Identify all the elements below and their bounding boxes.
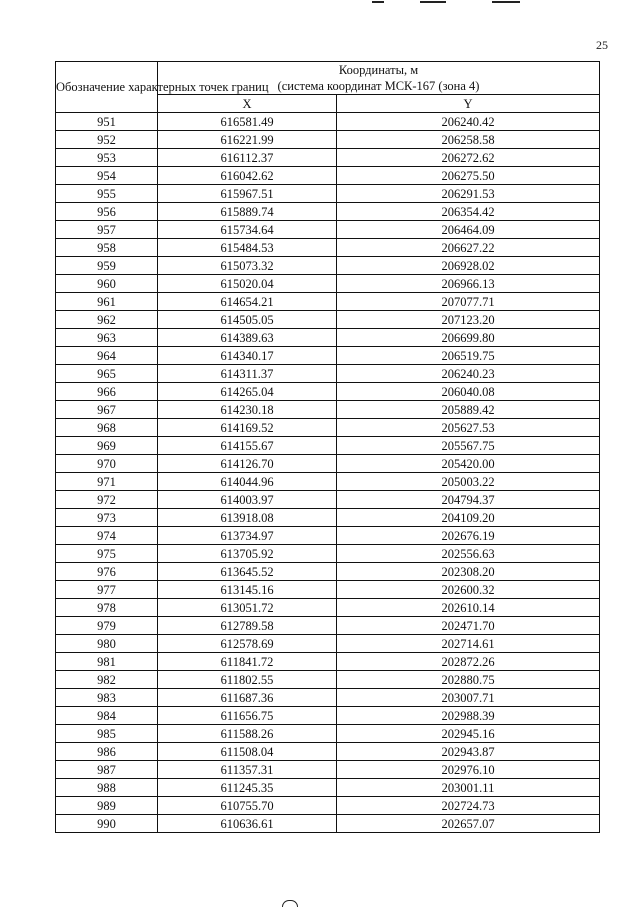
y-cell: 202556.63 bbox=[337, 545, 600, 563]
x-cell: 613734.97 bbox=[158, 527, 337, 545]
table-row bbox=[56, 779, 600, 797]
x-cell: 616112.37 bbox=[158, 149, 337, 167]
point-cell: 958 bbox=[56, 239, 158, 257]
table-row bbox=[56, 167, 600, 185]
point-cell: 961 bbox=[56, 293, 158, 311]
x-cell: 612789.58 bbox=[158, 617, 337, 635]
y-cell: 202724.73 bbox=[337, 797, 600, 815]
table-row bbox=[56, 329, 600, 347]
x-cell: 614265.04 bbox=[158, 383, 337, 401]
table-row bbox=[56, 509, 600, 527]
y-cell: 202714.61 bbox=[337, 635, 600, 653]
x-cell: 610755.70 bbox=[158, 797, 337, 815]
table-row bbox=[56, 527, 600, 545]
y-cell: 205420.00 bbox=[337, 455, 600, 473]
table-row bbox=[56, 599, 600, 617]
y-cell: 202600.32 bbox=[337, 581, 600, 599]
point-cell: 985 bbox=[56, 725, 158, 743]
point-cell: 978 bbox=[56, 599, 158, 617]
point-cell: 972 bbox=[56, 491, 158, 509]
point-cell: 969 bbox=[56, 437, 158, 455]
x-cell: 611588.26 bbox=[158, 725, 337, 743]
y-cell: 206291.53 bbox=[337, 185, 600, 203]
point-cell: 979 bbox=[56, 617, 158, 635]
x-cell: 615889.74 bbox=[158, 203, 337, 221]
point-cell: 974 bbox=[56, 527, 158, 545]
point-cell: 989 bbox=[56, 797, 158, 815]
x-cell: 613918.08 bbox=[158, 509, 337, 527]
table-row bbox=[56, 707, 600, 725]
x-cell: 613145.16 bbox=[158, 581, 337, 599]
y-cell: 205627.53 bbox=[337, 419, 600, 437]
table-row bbox=[56, 725, 600, 743]
table-row bbox=[56, 203, 600, 221]
table-row bbox=[56, 311, 600, 329]
x-cell: 614505.05 bbox=[158, 311, 337, 329]
top-scan-fragment bbox=[372, 0, 522, 6]
y-cell: 206519.75 bbox=[337, 347, 600, 365]
table-row bbox=[56, 347, 600, 365]
x-cell: 613705.92 bbox=[158, 545, 337, 563]
table-row bbox=[56, 563, 600, 581]
x-cell: 614003.97 bbox=[158, 491, 337, 509]
table-row bbox=[56, 761, 600, 779]
x-cell: 613051.72 bbox=[158, 599, 337, 617]
y-cell: 202943.87 bbox=[337, 743, 600, 761]
point-cell: 957 bbox=[56, 221, 158, 239]
header-coordinate-system: (система координат МСК-167 (зона 4) bbox=[277, 79, 480, 93]
point-cell: 968 bbox=[56, 419, 158, 437]
point-cell: 988 bbox=[56, 779, 158, 797]
x-cell: 614155.67 bbox=[158, 437, 337, 455]
x-cell: 614044.96 bbox=[158, 473, 337, 491]
y-cell: 202471.70 bbox=[337, 617, 600, 635]
point-cell: 982 bbox=[56, 671, 158, 689]
x-cell: 611802.55 bbox=[158, 671, 337, 689]
y-cell: 206240.23 bbox=[337, 365, 600, 383]
y-cell: 206272.62 bbox=[337, 149, 600, 167]
y-cell: 202945.16 bbox=[337, 725, 600, 743]
y-cell: 205003.22 bbox=[337, 473, 600, 491]
point-cell: 976 bbox=[56, 563, 158, 581]
point-cell: 983 bbox=[56, 689, 158, 707]
point-cell: 975 bbox=[56, 545, 158, 563]
point-cell: 966 bbox=[56, 383, 158, 401]
point-cell: 977 bbox=[56, 581, 158, 599]
point-cell: 965 bbox=[56, 365, 158, 383]
y-cell: 206699.80 bbox=[337, 329, 600, 347]
table-row bbox=[56, 491, 600, 509]
table-row bbox=[56, 617, 600, 635]
y-cell: 202308.20 bbox=[337, 563, 600, 581]
x-cell: 611508.04 bbox=[158, 743, 337, 761]
x-cell: 614340.17 bbox=[158, 347, 337, 365]
x-cell: 613645.52 bbox=[158, 563, 337, 581]
point-cell: 967 bbox=[56, 401, 158, 419]
header-x: X bbox=[158, 95, 337, 113]
x-cell: 614311.37 bbox=[158, 365, 337, 383]
x-cell: 610636.61 bbox=[158, 815, 337, 833]
bottom-scan-fragment bbox=[282, 897, 300, 905]
y-cell: 202988.39 bbox=[337, 707, 600, 725]
x-cell: 614126.70 bbox=[158, 455, 337, 473]
x-cell: 612578.69 bbox=[158, 635, 337, 653]
table-row bbox=[56, 383, 600, 401]
x-cell: 615734.64 bbox=[158, 221, 337, 239]
table-row bbox=[56, 365, 600, 383]
y-cell: 206040.08 bbox=[337, 383, 600, 401]
point-cell: 951 bbox=[56, 113, 158, 131]
point-cell: 964 bbox=[56, 347, 158, 365]
table-row bbox=[56, 473, 600, 491]
x-cell: 616042.62 bbox=[158, 167, 337, 185]
table-row bbox=[56, 671, 600, 689]
table-row bbox=[56, 743, 600, 761]
point-cell: 987 bbox=[56, 761, 158, 779]
page-number: 25 bbox=[596, 38, 608, 52]
point-cell: 959 bbox=[56, 257, 158, 275]
table-row bbox=[56, 185, 600, 203]
x-cell: 615020.04 bbox=[158, 275, 337, 293]
y-cell: 206928.02 bbox=[337, 257, 600, 275]
y-cell: 206275.50 bbox=[337, 167, 600, 185]
y-cell: 204109.20 bbox=[337, 509, 600, 527]
x-cell: 614654.21 bbox=[158, 293, 337, 311]
x-cell: 611357.31 bbox=[158, 761, 337, 779]
x-cell: 615073.32 bbox=[158, 257, 337, 275]
y-cell: 206240.42 bbox=[337, 113, 600, 131]
table-row bbox=[56, 149, 600, 167]
point-cell: 953 bbox=[56, 149, 158, 167]
x-cell: 616221.99 bbox=[158, 131, 337, 149]
y-cell: 207123.20 bbox=[337, 311, 600, 329]
point-cell: 960 bbox=[56, 275, 158, 293]
y-cell: 203007.71 bbox=[337, 689, 600, 707]
y-cell: 202610.14 bbox=[337, 599, 600, 617]
header-point-designation: Обозначение характерных точек границ bbox=[56, 62, 158, 113]
table-row bbox=[56, 581, 600, 599]
y-cell: 202872.26 bbox=[337, 653, 600, 671]
point-cell: 970 bbox=[56, 455, 158, 473]
y-cell: 206464.09 bbox=[337, 221, 600, 239]
table-row bbox=[56, 257, 600, 275]
x-cell: 611656.75 bbox=[158, 707, 337, 725]
point-cell: 962 bbox=[56, 311, 158, 329]
table-row bbox=[56, 275, 600, 293]
table-row bbox=[56, 419, 600, 437]
point-cell: 980 bbox=[56, 635, 158, 653]
y-cell: 202657.07 bbox=[337, 815, 600, 833]
y-cell: 202676.19 bbox=[337, 527, 600, 545]
table-row bbox=[56, 293, 600, 311]
point-cell: 984 bbox=[56, 707, 158, 725]
y-cell: 202880.75 bbox=[337, 671, 600, 689]
point-cell: 956 bbox=[56, 203, 158, 221]
point-cell: 952 bbox=[56, 131, 158, 149]
x-cell: 615484.53 bbox=[158, 239, 337, 257]
table-row bbox=[56, 797, 600, 815]
x-cell: 611245.35 bbox=[158, 779, 337, 797]
table-row bbox=[56, 815, 600, 833]
table-row bbox=[56, 239, 600, 257]
point-cell: 954 bbox=[56, 167, 158, 185]
y-cell: 203001.11 bbox=[337, 779, 600, 797]
header-y: Y bbox=[337, 95, 600, 113]
point-cell: 973 bbox=[56, 509, 158, 527]
y-cell: 206354.42 bbox=[337, 203, 600, 221]
x-cell: 616581.49 bbox=[158, 113, 337, 131]
table-row bbox=[56, 221, 600, 239]
x-cell: 614230.18 bbox=[158, 401, 337, 419]
point-cell: 963 bbox=[56, 329, 158, 347]
x-cell: 614169.52 bbox=[158, 419, 337, 437]
y-cell: 206966.13 bbox=[337, 275, 600, 293]
table-body bbox=[56, 113, 600, 833]
table-row bbox=[56, 653, 600, 671]
point-cell: 981 bbox=[56, 653, 158, 671]
point-cell: 986 bbox=[56, 743, 158, 761]
y-cell: 205567.75 bbox=[337, 437, 600, 455]
table-row bbox=[56, 437, 600, 455]
point-cell: 955 bbox=[56, 185, 158, 203]
coordinates-table bbox=[55, 61, 600, 833]
header-coordinates-title: Координаты, м bbox=[338, 63, 419, 77]
table-row bbox=[56, 455, 600, 473]
x-cell: 614389.63 bbox=[158, 329, 337, 347]
table-row bbox=[56, 689, 600, 707]
point-cell: 971 bbox=[56, 473, 158, 491]
y-cell: 207077.71 bbox=[337, 293, 600, 311]
table-row bbox=[56, 635, 600, 653]
y-cell: 202976.10 bbox=[337, 761, 600, 779]
y-cell: 206627.22 bbox=[337, 239, 600, 257]
table-row bbox=[56, 545, 600, 563]
y-cell: 205889.42 bbox=[337, 401, 600, 419]
x-cell: 611841.72 bbox=[158, 653, 337, 671]
point-cell: 990 bbox=[56, 815, 158, 833]
table-row bbox=[56, 131, 600, 149]
y-cell: 204794.37 bbox=[337, 491, 600, 509]
table-row bbox=[56, 113, 600, 131]
table-row bbox=[56, 401, 600, 419]
x-cell: 611687.36 bbox=[158, 689, 337, 707]
x-cell: 615967.51 bbox=[158, 185, 337, 203]
y-cell: 206258.58 bbox=[337, 131, 600, 149]
